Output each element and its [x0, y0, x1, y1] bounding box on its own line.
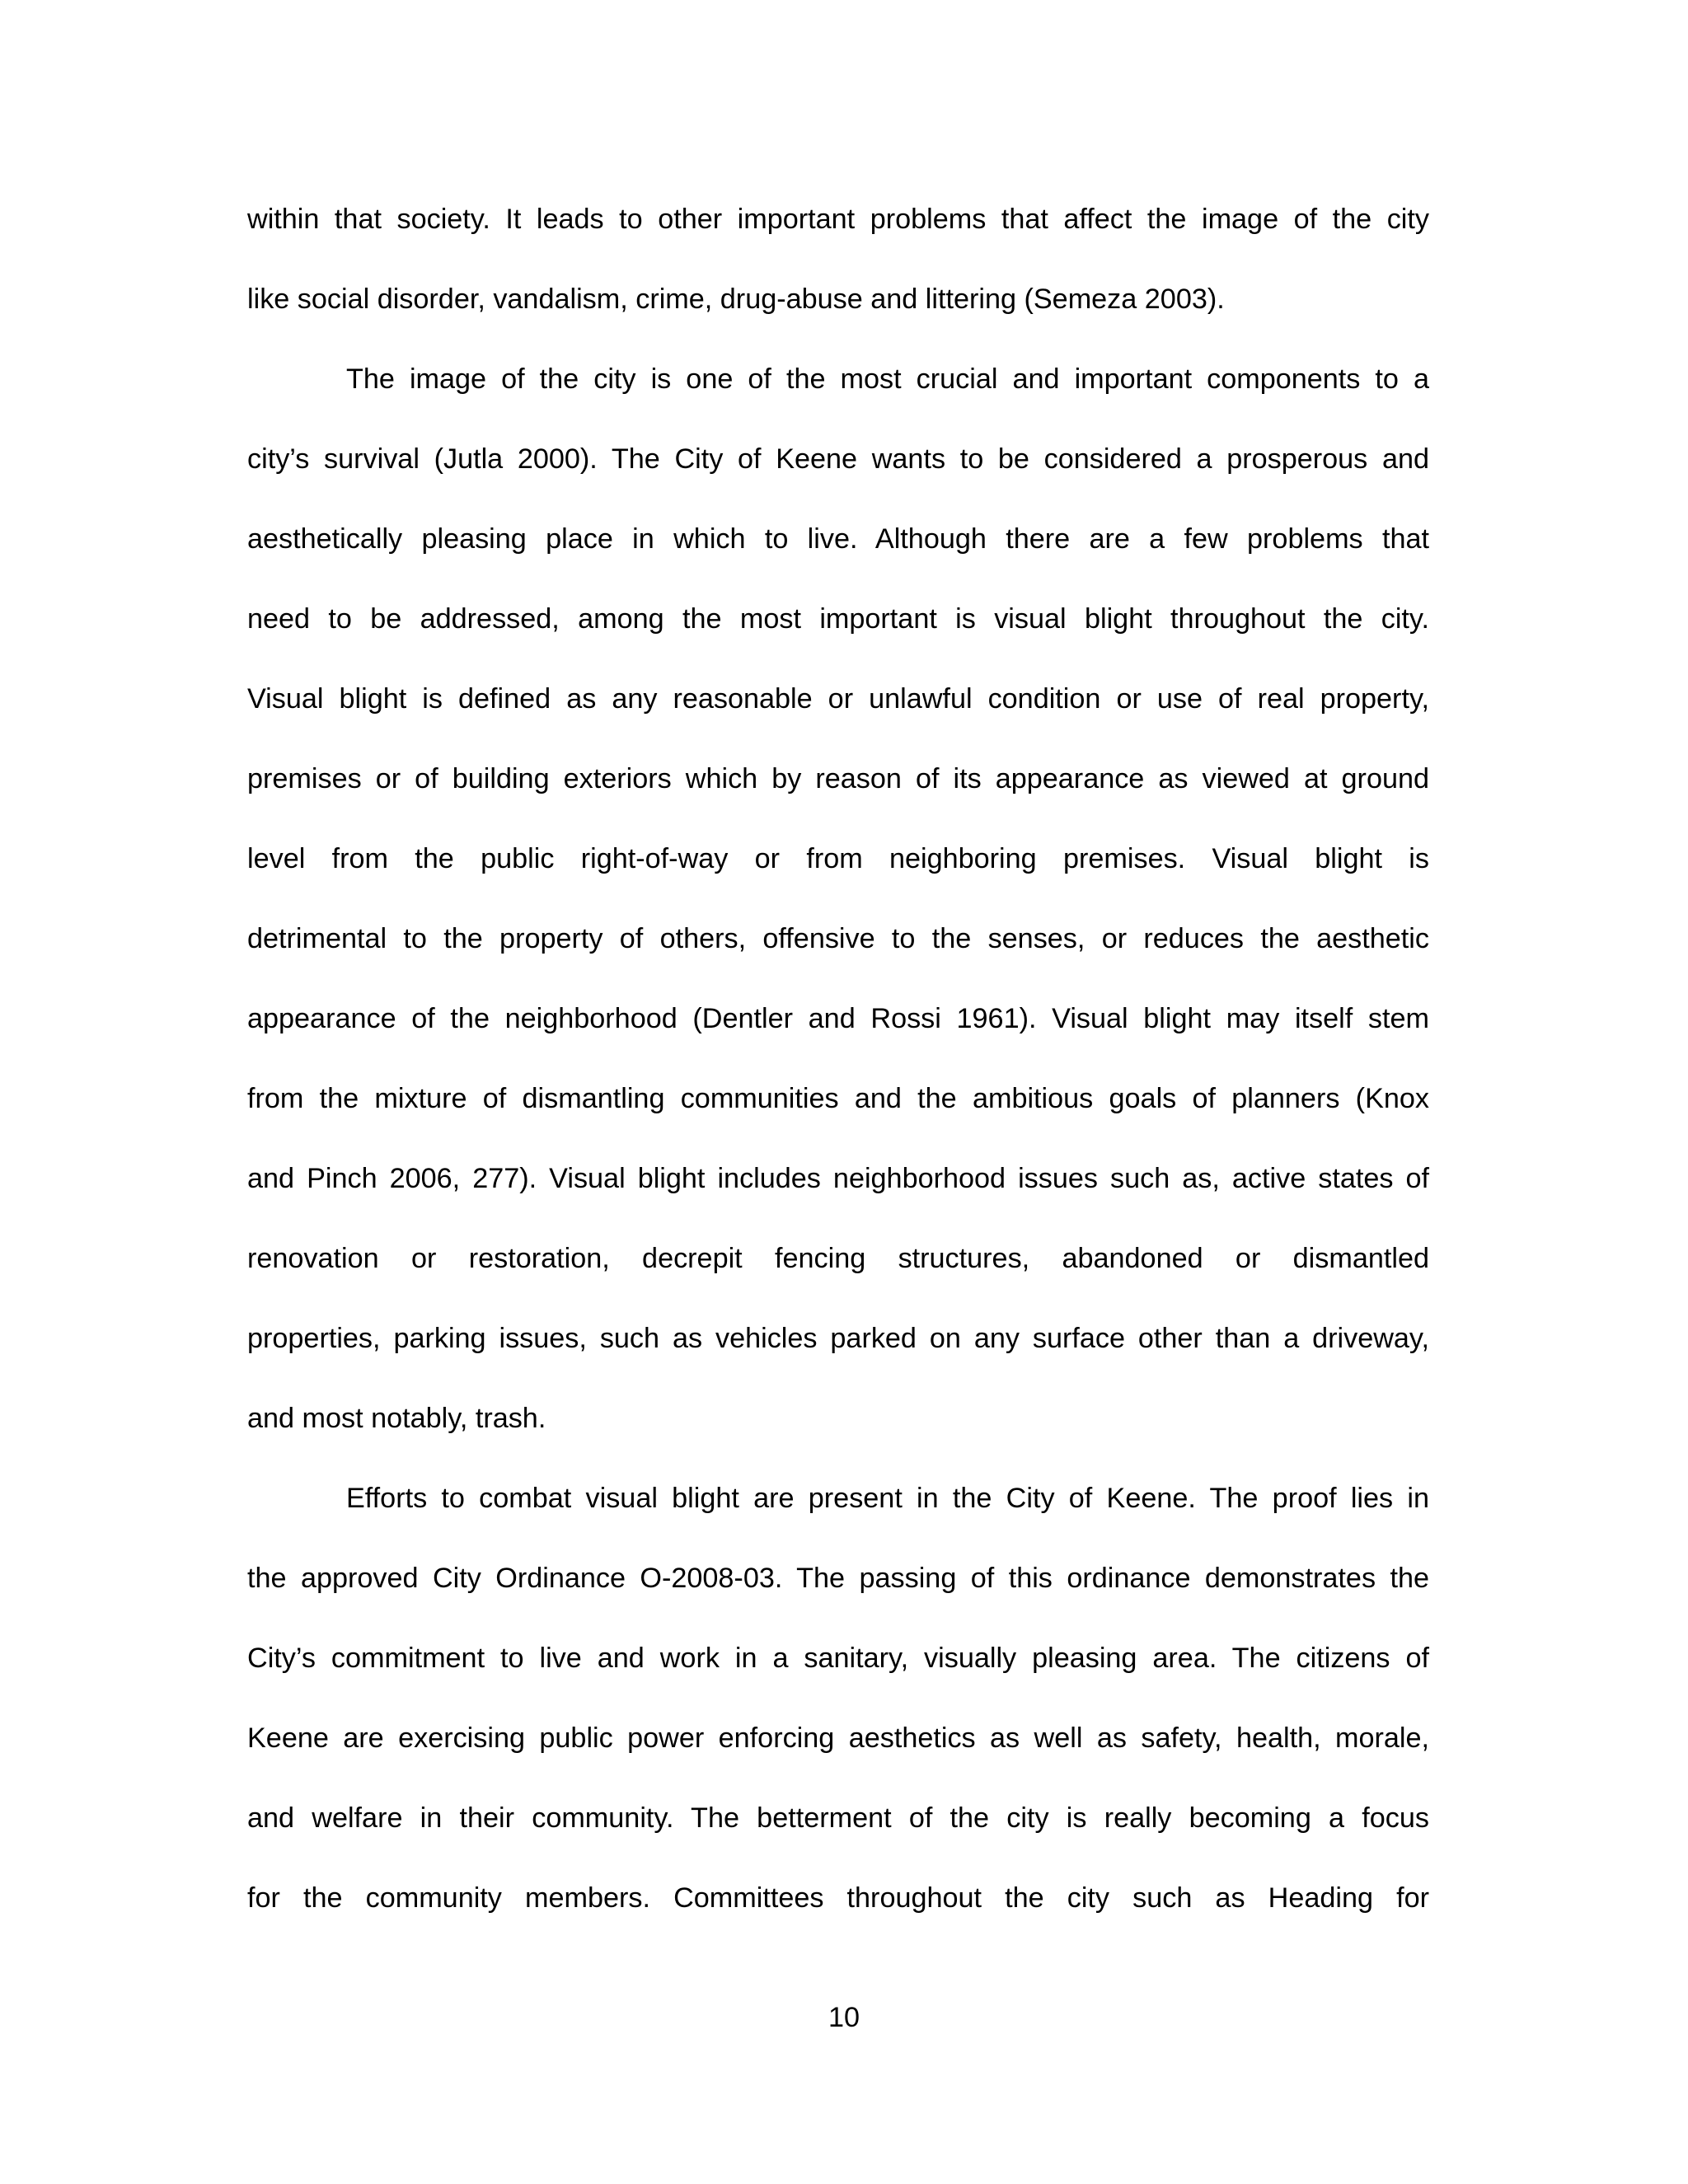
text-line: city’s survival (Jutla 2000). The City of Keene wants to be considered a prosperous and	[247, 443, 1429, 475]
text-line: aesthetically pleasing place in which to live. Although there are a few problems that	[247, 523, 1429, 555]
text-line: within that society. It leads to other important problems that affect the image of the city	[247, 204, 1429, 235]
text-line: properties, parking issues, such as vehicles parked on any surface other than a driveway,	[247, 1323, 1429, 1354]
text-line: level from the public right-of-way or from neighboring premises. Visual blight is	[247, 843, 1429, 874]
text-line: premises or of building exteriors which by reason of its appearance as viewed at ground	[247, 763, 1429, 794]
text-line: need to be addressed, among the most important is visual blight throughout the city.	[247, 603, 1429, 635]
text-line: renovation or restoration, decrepit fencing structures, abandoned or dismantled	[247, 1243, 1429, 1274]
text-line: The image of the city is one of the most crucial and important components to a	[346, 363, 1429, 395]
text-line: from the mixture of dismantling communities and the ambitious goals of planners (Knox	[247, 1083, 1429, 1114]
text-line: for the community members. Committees throughout the city such as Heading for	[247, 1882, 1429, 1914]
text-line: Keene are exercising public power enforcing aesthetics as well as safety, health, morale,	[247, 1722, 1429, 1754]
text-line: and Pinch 2006, 277). Visual blight includes neighborhood issues such as, active states of	[247, 1163, 1429, 1194]
text-line: like social disorder, vandalism, crime, drug-abuse and littering (Semeza 2003).	[247, 284, 1225, 315]
text-line: appearance of the neighborhood (Dentler and Rossi 1961). Visual blight may itself stem	[247, 1003, 1429, 1034]
text-line: City’s commitment to live and work in a sanitary, visually pleasing area. The citizens of	[247, 1643, 1429, 1674]
text-line: and welfare in their community. The betterment of the city is really becoming a focus	[247, 1802, 1429, 1834]
page-number: 10	[828, 2002, 860, 2033]
text-line: Visual blight is defined as any reasonable or unlawful condition or use of real property,	[247, 683, 1429, 715]
text-line: and most notably, trash.	[247, 1403, 546, 1434]
text-line: detrimental to the property of others, offensive to the senses, or reduces the aesthetic	[247, 923, 1429, 954]
text-line: the approved City Ordinance O-2008-03. The passing of this ordinance demonstrates the	[247, 1563, 1429, 1594]
text-line: Efforts to combat visual blight are present in the City of Keene. The proof lies in	[346, 1483, 1429, 1514]
